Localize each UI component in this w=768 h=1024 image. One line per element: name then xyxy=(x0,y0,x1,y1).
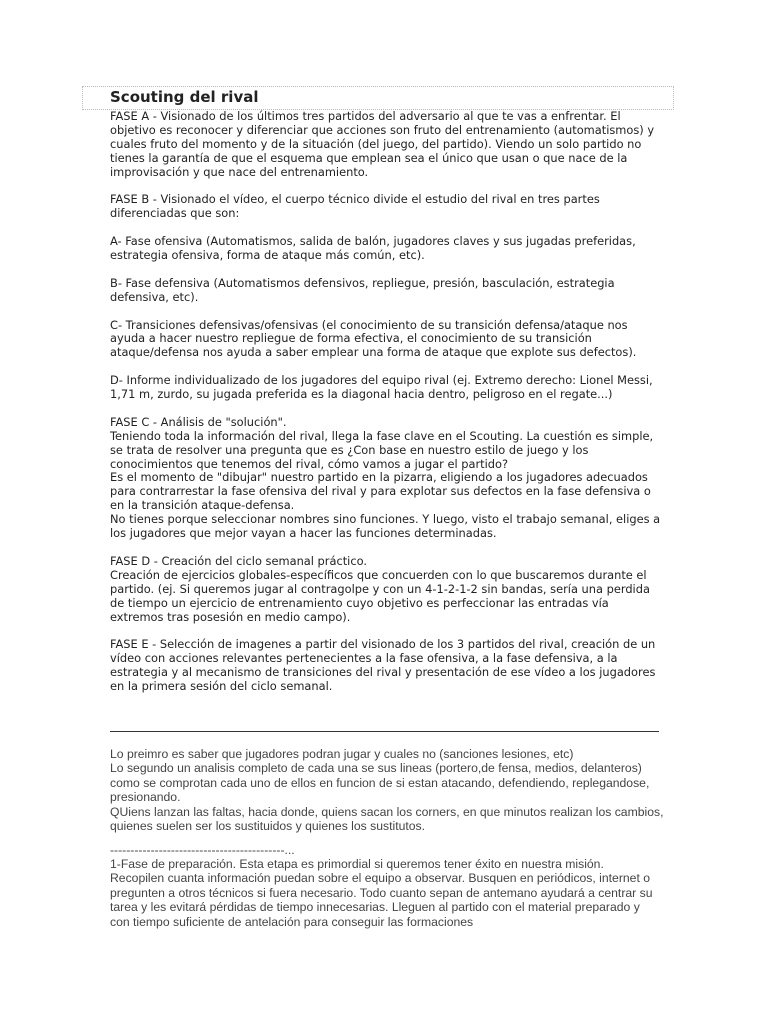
note-line-3: QUiens lanzan las faltas, hacia donde, quiens sacan los corners, en que minutos realizan los cambios, quienes suelen ser los sustituidos y quienes los sustitutos. xyxy=(110,804,664,834)
heading-fase-d: FASE D - Creación del ciclo semanal práctico. xyxy=(110,553,367,568)
horizontal-divider xyxy=(110,731,659,732)
note-line-2: Lo segundo un analisis completo de cada una se sus lineas (portero,de fensa, medios, delanteros) como se comprotan cada uno de ellos en funcion de si estan atacando, defendiendo, replegandose, presionando. xyxy=(110,761,650,805)
preparation-block xyxy=(110,857,660,931)
paragraph-item-d: D- Informe individualizado de los jugadores del equipo rival (ej. Extremo derecho: Lionel Messi, 1,71 m, zurdo, su jugada preferida es la diagonal hacia dentro, peligroso en el regate...) xyxy=(110,373,653,402)
paragraph-item-b: B- Fase defensiva (Automatismos defensivos, repliegue, presión, basculación, estrategia defensiva, etc). xyxy=(110,275,615,304)
page-title: Scouting del rival xyxy=(110,88,259,106)
note-line-1: Lo preimro es saber que jugadores podran jugar y cuales no (sanciones lesiones, etc) xyxy=(110,747,574,761)
paragraph-fase-c-2: Es el momento de "dibujar" nuestro partido en la pizarra, eligiendo a los jugadores adecuados para contrarrestar la fase ofensiva del rival y para explotar sus defectos en la fase defensiva o en la transición ataque-defensa. xyxy=(110,470,651,513)
paragraph-fase-d-1: Creación de ejercicios globales-específicos que concuerden con lo que buscaremos durante el partido. (ej. Si queremos jugar al contragolpe y con un 4-1-2-1-2 sin bandas, sería una perdida de tiempo un ejercicio de entrenamiento cuyo objetivo es perfeccionar las entradas vía extremos tras posesión en medio campo). xyxy=(110,567,650,624)
heading-fase-c: FASE C - Análisis de "solución". xyxy=(110,414,287,429)
paragraph-fase-b: FASE B - Visionado el vídeo, el cuerpo técnico divide el estudio del rival en tres partes diferenciadas que son: xyxy=(110,192,600,221)
dashed-separator: -------------------------------------------... xyxy=(110,843,295,857)
paragraph-fase-c-1: Teniendo toda la información del rival, llega la fase clave en el Scouting. La cuestión es simple, se trata de resolver una pregunta que es ¿Con base en nuestro estilo de juego y los conocimientos que tenemos del rival, cómo vamos a jugar el partido? xyxy=(110,428,654,471)
paragraph-fase-a: FASE A - Visionado de los últimos tres partidos del adversario al que te vas a enfrentar. El objetivo es reconocer y diferenciar que acciones son fruto del entrenamiento (automatismos) y cuales fruto del momento y de la situación (del juego, del partido). Viendo un solo partido no tienes la garantía de que el esquema que emplean sea el único que usan o que nace de la improvisación y que nace del entrenamiento. xyxy=(110,109,655,179)
paragraph-item-c: C- Transiciones defensivas/ofensivas (el conocimiento de su transición defensa/ataque nos ayuda a hacer nuestro repliegue de forma efectiva, el conocimiento de su transición ataque/defensa nos ayuda a saber emplear una forma de ataque que explote sus defectos). xyxy=(110,317,637,360)
notes-block xyxy=(110,747,665,833)
article-body xyxy=(110,110,665,694)
paragraph-fase-e: FASE E - Selección de imagenes a partir del visionado de los 3 partidos del rival, creación de un vídeo con acciones relevantes pertenecientes a la fase ofensiva, a la fase defensiva, a la estrategia y al mecanismo de transiciones del rival y presentación de ese vídeo a los jugadores en la primera sesión del ciclo semanal. xyxy=(110,637,656,694)
paragraph-item-a: A- Fase ofensiva (Automatismos, salida de balón, jugadores claves y sus jugadas preferidas, estrategia ofensiva, forma de ataque más común, etc). xyxy=(110,234,636,263)
paragraph-fase-c-3: No tienes porque seleccionar nombres sino funciones. Y luego, visto el trabajo semanal, eliges a los jugadores que mejor vayan a hacer las funciones determinadas. xyxy=(110,512,661,541)
paragraph-fase-1: 1-Fase de preparación. Esta etapa es primordial si queremos tener éxito en nuestra misión. Recopilen cuanta información puedan sobre el equipo a observar. Busquen en periódicos, internet o pregunten a otros técnicos si fuera necesario. Todo cuanto sepan de antemano ayudará a centrar su tarea y les evitará pérdidas de tiempo innecesarias. Lleguen al partido con el material preparado y con tiempo suficiente de antelación para conseguir las formaciones xyxy=(110,857,653,929)
